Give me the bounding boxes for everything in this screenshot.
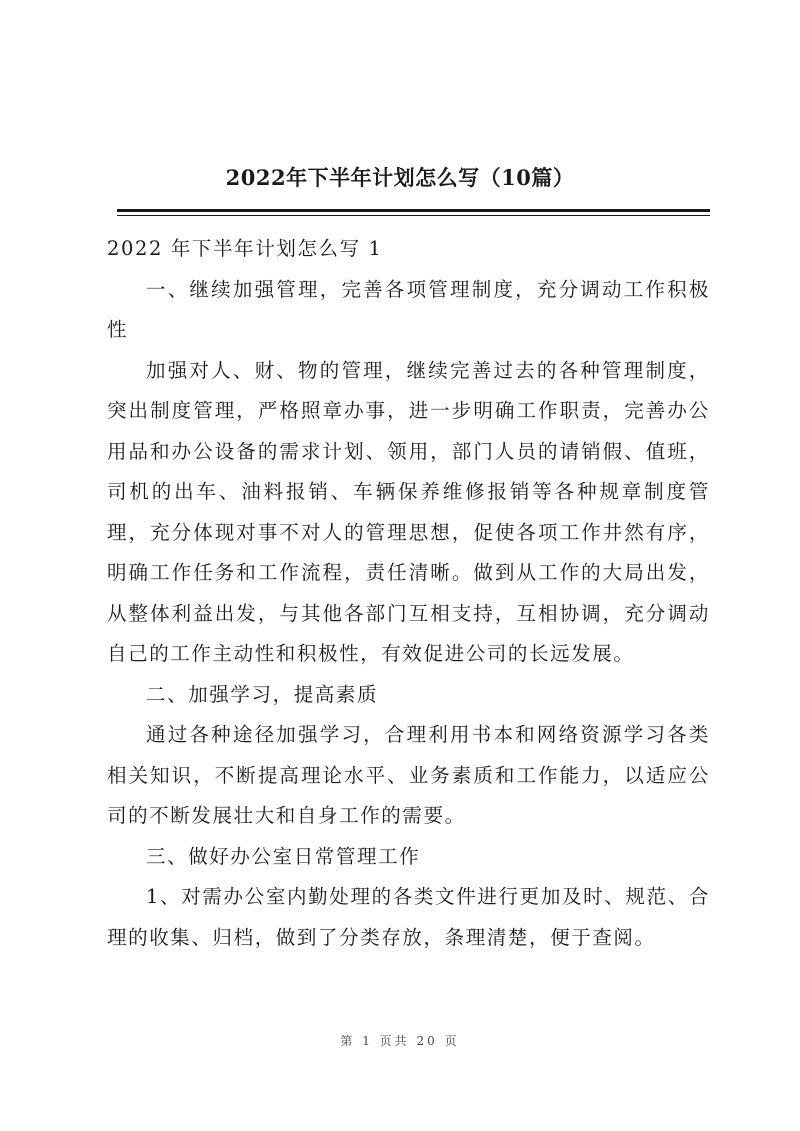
page-number: 第 1 页共 20 页 <box>340 1034 460 1048</box>
paragraph-body-1: 加强对人、财、物的管理，继续完善过去的各种管理制度，突出制度管理，严格照章办事，进一步明确工作职责，完善办公用品和办公设备的需求计划、领用，部门人员的请销假、值班，司机的出车、油料报销、车辆保养维修报销等各种规章制度管理，充分体现对事不对人的管理思想，促使各项工作井然有序，明确工作任务和工作流程，责任清晰。做到从工作的大局出发，从整体利益出发，与其他各部门互相支持，互相协调，充分调动自己的工作主动性和积极性，有效促进公司的长远发展。 <box>107 358 710 665</box>
paragraph-heading-1: 一、继续加强管理，完善各项管理制度，充分调动工作积极性 <box>107 277 710 341</box>
paragraph-body-2: 通过各种途径加强学习，合理利用书本和网络资源学习各类相关知识，不断提高理论水平、业务素质和工作能力，以适应公司的不断发展壮大和自身工作的需要。 <box>107 723 710 827</box>
paragraph-heading-3: 三、做好办公室日常管理工作 <box>146 844 421 868</box>
document-body <box>107 229 710 958</box>
paragraph-heading-2: 二、加强学习，提高素质 <box>146 682 379 706</box>
paragraph-body-3: 1、对需办公室内勤处理的各类文件进行更加及时、规范、合理的收集、归档，做到了分类存放，条理清楚，便于查阅。 <box>107 885 710 949</box>
title-divider-thin <box>117 215 710 216</box>
title-divider-thick <box>117 209 710 212</box>
page-title: 2022年下半年计划怎么写（10篇） <box>225 165 575 190</box>
section-heading: 2022 年下半年计划怎么写 1 <box>107 237 383 260</box>
